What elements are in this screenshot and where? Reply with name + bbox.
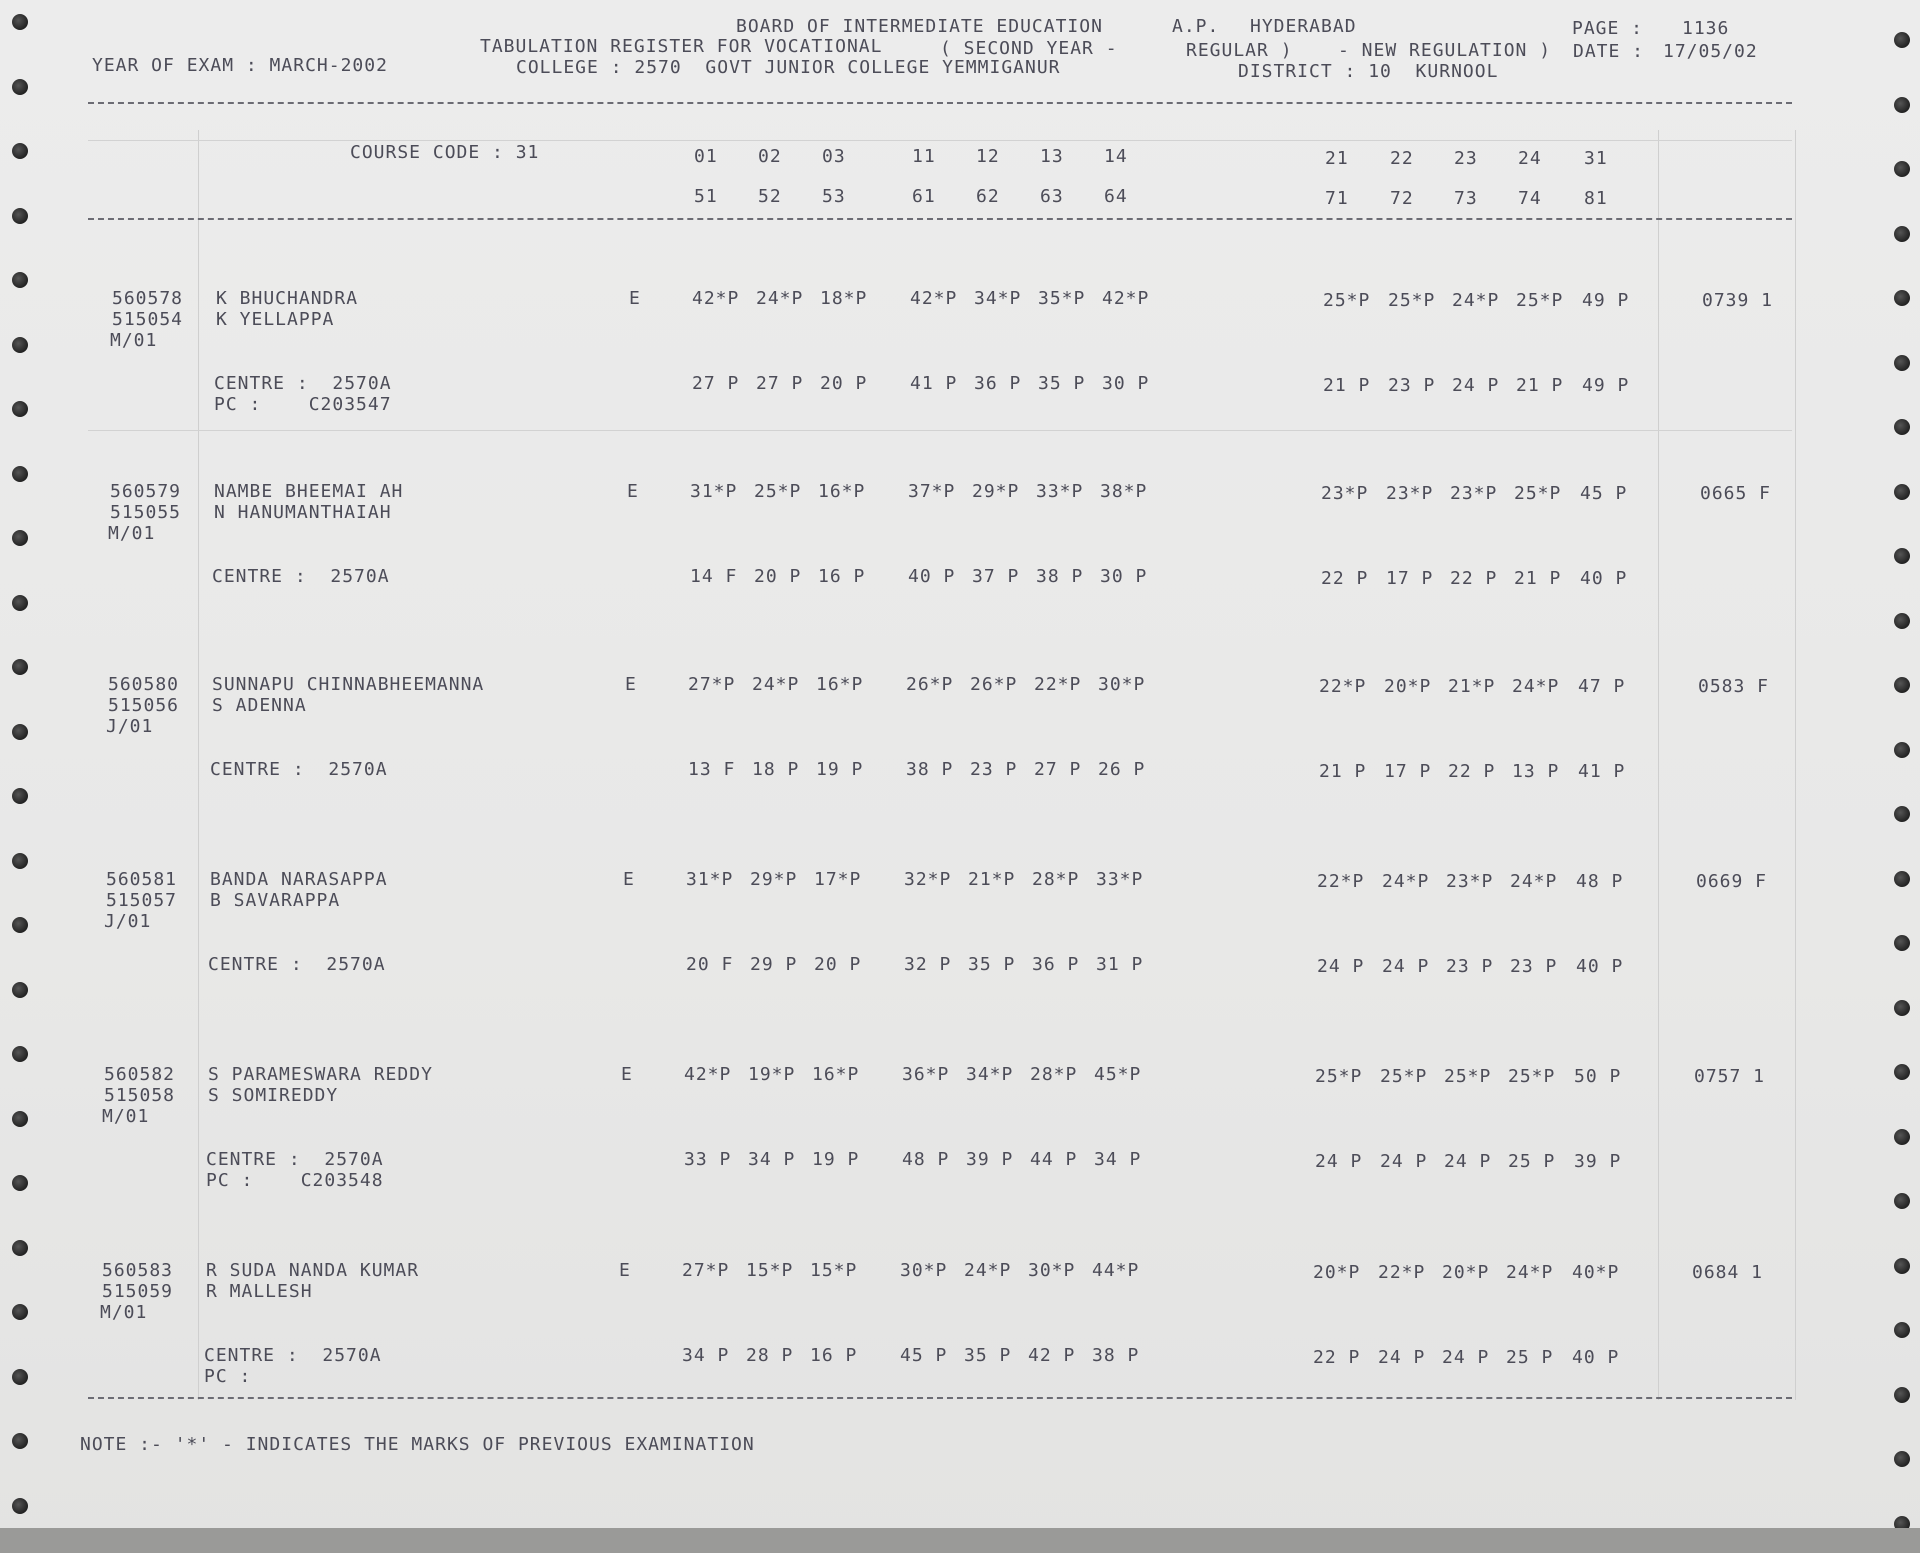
mark-current: 26*P — [906, 674, 954, 695]
sprocket-hole — [1894, 419, 1910, 435]
course-code: COURSE CODE : 31 — [350, 142, 540, 163]
mark-current: 42*P — [692, 288, 740, 309]
registration-number: 515055 — [110, 502, 182, 523]
mark-current: 23*P — [1321, 483, 1369, 504]
column-code: 72 — [1390, 188, 1414, 209]
mark-current: 45 P — [1580, 483, 1628, 504]
sprocket-hole — [12, 659, 28, 675]
mark-current: 40*P — [1572, 1262, 1620, 1283]
sprocket-hole — [1894, 1451, 1910, 1467]
mark-current: 22*P — [1378, 1262, 1426, 1283]
column-code: 61 — [912, 186, 936, 207]
mark-current: 24*P — [964, 1260, 1012, 1281]
student-name: R SUDA NANDA KUMAR — [206, 1260, 420, 1281]
mark-previous: 22 P — [1448, 761, 1496, 782]
register-title: TABULATION REGISTER FOR VOCATIONAL — [480, 36, 883, 57]
hall-ticket-number: 560578 — [112, 288, 184, 309]
board-name: BOARD OF INTERMEDIATE EDUCATION — [736, 16, 1103, 37]
medium: E — [625, 674, 637, 695]
sprocket-hole — [1894, 806, 1910, 822]
college-info: COLLEGE : 2570 GOVT JUNIOR COLLEGE YEMMIGANUR — [516, 57, 1061, 78]
mark-previous: 17 P — [1386, 568, 1434, 589]
mark-previous: 30 P — [1100, 566, 1148, 587]
sprocket-hole — [12, 1111, 28, 1127]
mark-current: 34*P — [974, 288, 1022, 309]
mark-previous: 45 P — [900, 1345, 948, 1366]
mark-current: 37*P — [908, 481, 956, 502]
mark-current: 22*P — [1319, 676, 1367, 697]
mark-previous: 19 P — [816, 759, 864, 780]
mark-previous: 21 P — [1516, 375, 1564, 396]
mark-previous: 41 P — [1578, 761, 1626, 782]
mark-previous: 24 P — [1382, 956, 1430, 977]
mark-current: 25*P — [1380, 1066, 1428, 1087]
column-code: 24 — [1518, 148, 1542, 169]
mark-previous: 29 P — [750, 954, 798, 975]
mark-previous: 17 P — [1384, 761, 1432, 782]
sprocket-hole — [1894, 677, 1910, 693]
mark-previous: 36 P — [1032, 954, 1080, 975]
total-result: 0684 1 — [1692, 1262, 1764, 1283]
form-row-line — [88, 430, 1792, 431]
hall-ticket-number: 560581 — [106, 869, 178, 890]
registration-number: 515054 — [112, 309, 184, 330]
student-category: M/01 — [108, 523, 156, 544]
mark-current: 33*P — [1036, 481, 1084, 502]
sprocket-hole — [1894, 32, 1910, 48]
mark-previous: 24 P — [1315, 1151, 1363, 1172]
mark-current: 25*P — [1516, 290, 1564, 311]
mark-previous: 21 P — [1323, 375, 1371, 396]
student-category: M/01 — [110, 330, 158, 351]
page-label: PAGE : — [1572, 18, 1644, 39]
mark-previous: 38 P — [906, 759, 954, 780]
mark-previous: 21 P — [1319, 761, 1367, 782]
column-code: 31 — [1584, 148, 1608, 169]
mark-previous: 35 P — [1038, 373, 1086, 394]
mark-current: 25*P — [1388, 290, 1436, 311]
sprocket-hole — [12, 466, 28, 482]
centre-code: CENTRE : 2570A — [210, 759, 388, 780]
mark-current: 24*P — [1452, 290, 1500, 311]
medium: E — [621, 1064, 633, 1085]
sprocket-hole — [12, 14, 28, 30]
mark-previous: 18 P — [752, 759, 800, 780]
mark-current: 25*P — [1323, 290, 1371, 311]
dashed-divider — [88, 218, 1792, 220]
mark-previous: 16 P — [810, 1345, 858, 1366]
mark-current: 21*P — [968, 869, 1016, 890]
mark-current: 44*P — [1092, 1260, 1140, 1281]
sprocket-hole — [12, 724, 28, 740]
father-name: K YELLAPPA — [216, 309, 335, 330]
mark-current: 30*P — [1098, 674, 1146, 695]
total-result: 0665 F — [1700, 483, 1772, 504]
sprocket-hole — [1894, 871, 1910, 887]
medium: E — [627, 481, 639, 502]
column-code: 01 — [694, 146, 718, 167]
mark-current: 20*P — [1313, 1262, 1361, 1283]
mark-current: 28*P — [1030, 1064, 1078, 1085]
mark-current: 22*P — [1034, 674, 1082, 695]
mark-current: 31*P — [686, 869, 734, 890]
mark-previous: 42 P — [1028, 1345, 1076, 1366]
form-column-line — [1795, 130, 1796, 1400]
mark-previous: 36 P — [974, 373, 1022, 394]
column-code: 02 — [758, 146, 782, 167]
column-code: 51 — [694, 186, 718, 207]
column-code: 53 — [822, 186, 846, 207]
student-name: BANDA NARASAPPA — [210, 869, 388, 890]
centre-code: CENTRE : 2570A — [214, 373, 392, 394]
centre-code: CENTRE : 2570A — [212, 566, 390, 587]
mark-previous: 22 P — [1313, 1347, 1361, 1368]
form-column-line — [198, 130, 199, 1400]
column-code: 12 — [976, 146, 1000, 167]
mark-current: 24*P — [1506, 1262, 1554, 1283]
mark-current: 42*P — [684, 1064, 732, 1085]
mark-current: 50 P — [1574, 1066, 1622, 1087]
sprocket-hole — [1894, 1387, 1910, 1403]
mark-previous: 40 P — [908, 566, 956, 587]
sprocket-hole — [12, 272, 28, 288]
mark-current: 28*P — [1032, 869, 1080, 890]
form-row-line — [88, 140, 1792, 141]
mark-previous: 25 P — [1508, 1151, 1556, 1172]
sprocket-hole — [1894, 1193, 1910, 1209]
mark-previous: 23 P — [1446, 956, 1494, 977]
student-category: M/01 — [102, 1106, 150, 1127]
mark-current: 19*P — [748, 1064, 796, 1085]
district-info: DISTRICT : 10 KURNOOL — [1238, 61, 1499, 82]
mark-previous: 24 P — [1442, 1347, 1490, 1368]
hall-ticket-number: 560579 — [110, 481, 182, 502]
mark-previous: 24 P — [1380, 1151, 1428, 1172]
column-code: 11 — [912, 146, 936, 167]
sprocket-hole — [1894, 161, 1910, 177]
mark-previous: 22 P — [1321, 568, 1369, 589]
mark-current: 27*P — [682, 1260, 730, 1281]
total-result: 0669 F — [1696, 871, 1768, 892]
mark-current: 24*P — [752, 674, 800, 695]
sprocket-hole — [12, 401, 28, 417]
mark-previous: 24 P — [1452, 375, 1500, 396]
hall-ticket-number: 560583 — [102, 1260, 174, 1281]
mark-current: 25*P — [1444, 1066, 1492, 1087]
mark-current: 24*P — [1382, 871, 1430, 892]
column-code: 64 — [1104, 186, 1128, 207]
mark-previous: 19 P — [812, 1149, 860, 1170]
mark-previous: 13 F — [688, 759, 736, 780]
mark-previous: 23 P — [1388, 375, 1436, 396]
sprocket-hole — [12, 1369, 28, 1385]
mark-previous: 37 P — [972, 566, 1020, 587]
mark-current: 16*P — [812, 1064, 860, 1085]
mark-previous: 40 P — [1576, 956, 1624, 977]
column-code: 81 — [1584, 188, 1608, 209]
column-code: 23 — [1454, 148, 1478, 169]
mark-previous: 31 P — [1096, 954, 1144, 975]
board-state: A.P. — [1172, 16, 1220, 37]
sprocket-hole — [1894, 484, 1910, 500]
form-column-line — [1658, 130, 1659, 1400]
dashed-divider — [88, 102, 1792, 104]
regulation: - NEW REGULATION ) — [1338, 40, 1552, 61]
mark-current: 33*P — [1096, 869, 1144, 890]
mark-current: 31*P — [690, 481, 738, 502]
mark-current: 35*P — [1038, 288, 1086, 309]
mark-previous: 21 P — [1514, 568, 1562, 589]
centre-code: CENTRE : 2570A — [208, 954, 386, 975]
footer-note: NOTE :- '*' - INDICATES THE MARKS OF PREVIOUS EXAMINATION — [80, 1434, 755, 1455]
mark-previous: 35 P — [964, 1345, 1012, 1366]
sprocket-hole — [1894, 613, 1910, 629]
sprocket-hole — [1894, 226, 1910, 242]
mark-previous: 14 F — [690, 566, 738, 587]
year-of-exam: YEAR OF EXAM : MARCH-2002 — [92, 55, 388, 76]
mark-previous: 20 P — [820, 373, 868, 394]
sprocket-hole — [12, 853, 28, 869]
sprocket-hole — [12, 1498, 28, 1514]
mark-previous: 27 P — [692, 373, 740, 394]
mark-previous: 38 P — [1092, 1345, 1140, 1366]
mark-current: 23*P — [1386, 483, 1434, 504]
sprocket-hole — [12, 1046, 28, 1062]
sprocket-hole — [12, 337, 28, 353]
pc-number: PC : C203547 — [214, 394, 392, 415]
father-name: S SOMIREDDY — [208, 1085, 339, 1106]
sprocket-hole — [1894, 548, 1910, 564]
mark-previous: 40 P — [1580, 568, 1628, 589]
column-code: 62 — [976, 186, 1000, 207]
column-code: 63 — [1040, 186, 1064, 207]
sprocket-hole — [12, 1304, 28, 1320]
mark-current: 15*P — [746, 1260, 794, 1281]
student-category: M/01 — [100, 1302, 148, 1323]
mark-current: 34*P — [966, 1064, 1014, 1085]
sprocket-hole — [1894, 935, 1910, 951]
mark-current: 32*P — [904, 869, 952, 890]
sprocket-hole — [1894, 1129, 1910, 1145]
centre-code: CENTRE : 2570A — [204, 1345, 382, 1366]
registration-number: 515059 — [102, 1281, 174, 1302]
regular-part: REGULAR ) — [1186, 40, 1293, 61]
mark-previous: 34 P — [748, 1149, 796, 1170]
sprocket-hole — [1894, 1000, 1910, 1016]
mark-previous: 26 P — [1098, 759, 1146, 780]
father-name: R MALLESH — [206, 1281, 313, 1302]
mark-previous: 39 P — [966, 1149, 1014, 1170]
column-code: 03 — [822, 146, 846, 167]
pc-number: PC : — [204, 1366, 252, 1387]
mark-current: 20*P — [1384, 676, 1432, 697]
sprocket-hole — [12, 788, 28, 804]
mark-previous: 35 P — [968, 954, 1016, 975]
scan-bottom-edge — [0, 1528, 1920, 1553]
father-name: N HANUMANTHAIAH — [214, 502, 392, 523]
sprocket-hole — [1894, 1322, 1910, 1338]
mark-previous: 27 P — [756, 373, 804, 394]
mark-previous: 48 P — [902, 1149, 950, 1170]
mark-previous: 38 P — [1036, 566, 1084, 587]
student-category: J/01 — [106, 716, 154, 737]
sprocket-hole — [12, 1433, 28, 1449]
date-label: DATE : — [1573, 41, 1645, 62]
sprocket-hole — [1894, 97, 1910, 113]
student-name: S PARAMESWARA REDDY — [208, 1064, 433, 1085]
print-date: 17/05/02 — [1663, 41, 1758, 62]
mark-current: 24*P — [1512, 676, 1560, 697]
sprocket-hole — [1894, 742, 1910, 758]
column-code: 21 — [1325, 148, 1349, 169]
mark-previous: 16 P — [818, 566, 866, 587]
mark-current: 23*P — [1446, 871, 1494, 892]
medium: E — [623, 869, 635, 890]
sprocket-hole — [1894, 290, 1910, 306]
mark-previous: 34 P — [682, 1345, 730, 1366]
mark-current: 25*P — [1508, 1066, 1556, 1087]
mark-previous: 24 P — [1378, 1347, 1426, 1368]
sprocket-hole — [12, 917, 28, 933]
sprocket-hole — [12, 595, 28, 611]
mark-current: 18*P — [820, 288, 868, 309]
mark-previous: 24 P — [1317, 956, 1365, 977]
board-city: HYDERABAD — [1250, 16, 1357, 37]
sprocket-hole — [12, 1240, 28, 1256]
mark-current: 22*P — [1317, 871, 1365, 892]
mark-previous: 39 P — [1574, 1151, 1622, 1172]
mark-current: 38*P — [1100, 481, 1148, 502]
mark-current: 24*P — [756, 288, 804, 309]
sprocket-hole — [1894, 1064, 1910, 1080]
mark-current: 21*P — [1448, 676, 1496, 697]
student-name: K BHUCHANDRA — [216, 288, 359, 309]
pc-number: PC : C203548 — [206, 1170, 384, 1191]
mark-previous: 33 P — [684, 1149, 732, 1170]
page-number: 1136 — [1682, 18, 1730, 39]
mark-previous: 20 P — [754, 566, 802, 587]
sprocket-hole — [12, 143, 28, 159]
hall-ticket-number: 560580 — [108, 674, 180, 695]
total-result: 0757 1 — [1694, 1066, 1766, 1087]
mark-current: 45*P — [1094, 1064, 1142, 1085]
column-code: 74 — [1518, 188, 1542, 209]
column-code: 73 — [1454, 188, 1478, 209]
mark-current: 42*P — [910, 288, 958, 309]
mark-previous: 28 P — [746, 1345, 794, 1366]
mark-current: 16*P — [818, 481, 866, 502]
column-code: 52 — [758, 186, 782, 207]
mark-current: 25*P — [754, 481, 802, 502]
mark-current: 48 P — [1576, 871, 1624, 892]
column-code: 71 — [1325, 188, 1349, 209]
mark-previous: 27 P — [1034, 759, 1082, 780]
mark-current: 49 P — [1582, 290, 1630, 311]
registration-number: 515058 — [104, 1085, 176, 1106]
mark-current: 26*P — [970, 674, 1018, 695]
hall-ticket-number: 560582 — [104, 1064, 176, 1085]
mark-previous: 23 P — [1510, 956, 1558, 977]
mark-current: 27*P — [688, 674, 736, 695]
medium: E — [619, 1260, 631, 1281]
mark-previous: 24 P — [1444, 1151, 1492, 1172]
mark-current: 24*P — [1510, 871, 1558, 892]
sprocket-hole — [12, 208, 28, 224]
sprocket-hole — [12, 530, 28, 546]
mark-current: 20*P — [1442, 1262, 1490, 1283]
sprocket-hole — [12, 982, 28, 998]
centre-code: CENTRE : 2570A — [206, 1149, 384, 1170]
mark-previous: 30 P — [1102, 373, 1150, 394]
student-name: NAMBE BHEEMAI AH — [214, 481, 404, 502]
mark-previous: 34 P — [1094, 1149, 1142, 1170]
mark-previous: 13 P — [1512, 761, 1560, 782]
mark-previous: 20 F — [686, 954, 734, 975]
sprocket-hole — [1894, 1258, 1910, 1274]
column-code: 14 — [1104, 146, 1128, 167]
mark-current: 16*P — [816, 674, 864, 695]
father-name: S ADENNA — [212, 695, 307, 716]
total-result: 0583 F — [1698, 676, 1770, 697]
mark-previous: 49 P — [1582, 375, 1630, 396]
mark-previous: 25 P — [1506, 1347, 1554, 1368]
mark-previous: 23 P — [970, 759, 1018, 780]
mark-previous: 44 P — [1030, 1149, 1078, 1170]
mark-current: 29*P — [972, 481, 1020, 502]
mark-previous: 40 P — [1572, 1347, 1620, 1368]
mark-current: 30*P — [900, 1260, 948, 1281]
student-category: J/01 — [104, 911, 152, 932]
column-code: 22 — [1390, 148, 1414, 169]
mark-current: 17*P — [814, 869, 862, 890]
student-name: SUNNAPU CHINNABHEEMANNA — [212, 674, 485, 695]
mark-current: 29*P — [750, 869, 798, 890]
total-result: 0739 1 — [1702, 290, 1774, 311]
year-part: ( SECOND YEAR - — [940, 38, 1118, 59]
mark-current: 25*P — [1514, 483, 1562, 504]
column-code: 13 — [1040, 146, 1064, 167]
mark-previous: 41 P — [910, 373, 958, 394]
mark-previous: 22 P — [1450, 568, 1498, 589]
mark-current: 36*P — [902, 1064, 950, 1085]
medium: E — [629, 288, 641, 309]
father-name: B SAVARAPPA — [210, 890, 341, 911]
mark-current: 42*P — [1102, 288, 1150, 309]
registration-number: 515057 — [106, 890, 178, 911]
mark-current: 25*P — [1315, 1066, 1363, 1087]
sprocket-hole — [12, 79, 28, 95]
sprocket-hole — [12, 1175, 28, 1191]
registration-number: 515056 — [108, 695, 180, 716]
mark-previous: 32 P — [904, 954, 952, 975]
dashed-divider — [88, 1397, 1792, 1399]
mark-current: 30*P — [1028, 1260, 1076, 1281]
mark-current: 23*P — [1450, 483, 1498, 504]
mark-current: 47 P — [1578, 676, 1626, 697]
mark-current: 15*P — [810, 1260, 858, 1281]
sprocket-hole — [1894, 355, 1910, 371]
mark-previous: 20 P — [814, 954, 862, 975]
